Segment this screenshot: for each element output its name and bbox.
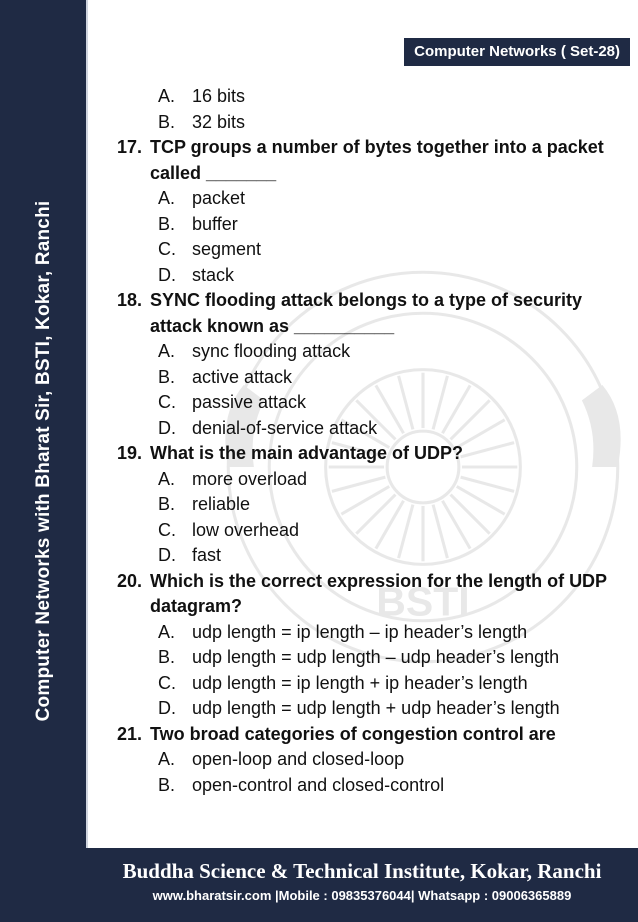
- answer-option: [117, 645, 627, 671]
- contact-info: www.bharatsir.com |Mobile : 09835376044| Whatsapp : 09006365889: [152, 888, 572, 903]
- question-number: 18.: [117, 290, 143, 310]
- option-text: low overhead: [192, 519, 300, 540]
- option-letter: A.: [158, 188, 176, 208]
- option-letter: D.: [158, 698, 176, 718]
- option-letter: B.: [158, 494, 176, 514]
- option-letter: B.: [158, 647, 176, 667]
- option-letter: A.: [158, 86, 176, 106]
- option-text: segment: [192, 239, 262, 259]
- question-text: What is the main advantage of UDP?: [150, 443, 464, 463]
- option-letter: D.: [158, 545, 176, 565]
- option-text: passive attack: [192, 392, 307, 412]
- answer-option: [117, 671, 627, 697]
- question-text: Two broad categories of congestion control are: [150, 723, 556, 744]
- seal-label: BSTI: [376, 578, 470, 625]
- institute-name: Buddha Science & Technical Institute, Kokar, Ranchi: [122, 859, 602, 883]
- option-letter: A.: [158, 621, 176, 642]
- question-number: 21.: [117, 723, 143, 744]
- option-letter: D.: [158, 417, 176, 438]
- option-text: packet: [192, 188, 246, 208]
- answer-option: [117, 696, 627, 722]
- answer-option: [117, 492, 627, 518]
- option-letter: A.: [158, 749, 176, 769]
- option-letter: C.: [158, 672, 176, 693]
- question-list: [117, 84, 627, 798]
- answer-option: [117, 518, 627, 544]
- question-18: [117, 288, 627, 339]
- sidebar-divider: [86, 0, 88, 922]
- answer-option: [117, 237, 627, 263]
- answer-option: [117, 416, 627, 442]
- option-letter: B.: [158, 213, 176, 234]
- option-text: udp length = ip length – ip header’s length: [192, 621, 528, 642]
- sidebar-vertical-title: Computer Networks with Bharat Sir, BSTI, Kokar, Ranchi: [33, 200, 54, 722]
- option-text: udp length = ip length + ip header’s length: [192, 672, 528, 693]
- option-letter: B.: [158, 366, 176, 387]
- option-text: active attack: [192, 366, 293, 387]
- option-text: open-loop and closed-loop: [192, 749, 405, 769]
- option-text: 16 bits: [192, 86, 246, 106]
- question-19: [117, 441, 627, 467]
- question-number: 20.: [117, 570, 143, 591]
- question-text: SYNC flooding attack belongs to a type of security attack known as __________: [150, 290, 583, 336]
- answer-option: [117, 263, 627, 289]
- option-text: fast: [192, 545, 222, 565]
- option-text: denial-of-service attack: [192, 417, 378, 438]
- answer-option: [117, 747, 627, 773]
- option-letter: C.: [158, 392, 176, 412]
- answer-option: [117, 84, 627, 110]
- question-20: [117, 569, 627, 620]
- answer-option: [117, 365, 627, 391]
- footer-banner: [86, 848, 638, 922]
- set-title-badge: Computer Networks ( Set-28): [404, 38, 630, 66]
- option-text: udp length = udp length + udp header’s length: [192, 698, 560, 718]
- option-letter: C.: [158, 239, 176, 259]
- option-text: buffer: [192, 213, 238, 234]
- question-number: 17.: [117, 137, 143, 157]
- answer-option: [117, 620, 627, 646]
- answer-option: [117, 186, 627, 212]
- answer-option: [117, 773, 627, 799]
- option-letter: A.: [158, 468, 176, 489]
- option-letter: D.: [158, 264, 176, 285]
- answer-option: [117, 110, 627, 136]
- answer-option: [117, 467, 627, 493]
- answer-option: [117, 543, 627, 569]
- option-text: udp length = udp length – udp header’s length: [192, 647, 560, 667]
- question-number: 19.: [117, 443, 143, 463]
- answer-option: [117, 339, 627, 365]
- option-letter: C.: [158, 519, 176, 540]
- option-text: sync flooding attack: [192, 341, 351, 361]
- option-letter: A.: [158, 341, 176, 361]
- left-sidebar-band: [0, 0, 86, 922]
- option-text: stack: [192, 264, 235, 285]
- option-text: reliable: [192, 494, 251, 514]
- option-text: more overload: [192, 468, 308, 489]
- question-21: [117, 722, 627, 748]
- question-text: Which is the correct expression for the length of UDP datagram?: [150, 570, 607, 616]
- answer-option: [117, 212, 627, 238]
- option-letter: B.: [158, 774, 176, 795]
- option-text: open-control and closed-control: [192, 774, 445, 795]
- question-17: [117, 135, 627, 186]
- question-text: TCP groups a number of bytes together into a packet called _______: [150, 137, 604, 183]
- option-letter: B.: [158, 111, 176, 132]
- option-text: 32 bits: [192, 111, 246, 132]
- answer-option: [117, 390, 627, 416]
